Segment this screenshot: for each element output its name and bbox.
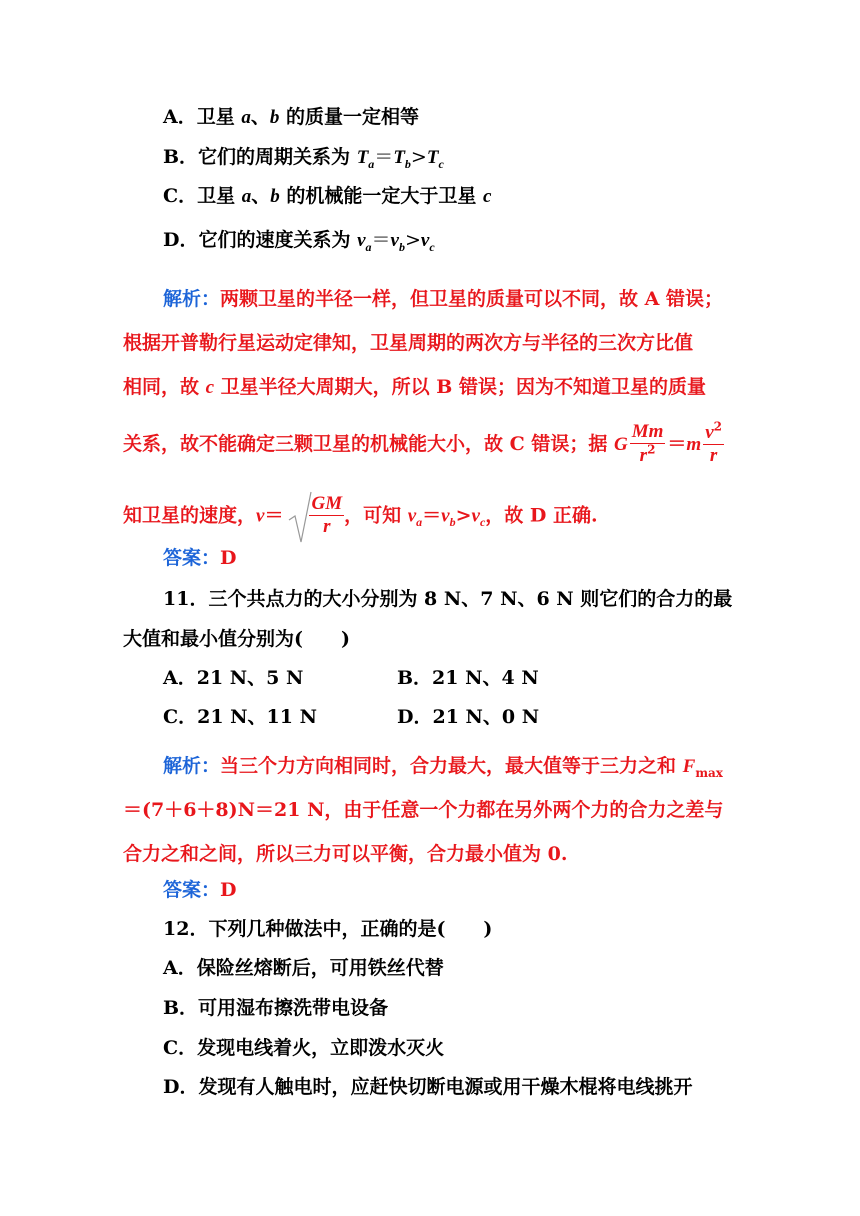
q11-option-c: C．21 N、11 N: [163, 706, 317, 728]
q12-option-c: C．发现电线着火，立即泼水灭火: [163, 1037, 445, 1059]
q10-analysis-line-1: 解析：两颗卫星的半径一样，但卫星的质量可以不同，故 A 错误；: [163, 288, 723, 310]
q10-analysis-line-5: 知卫星的速度，v＝ $\frac{GM}{r}$ ，可知 $v_a=v_b>v_c$，故 D 正确.: [123, 494, 598, 539]
q11-analysis-line-3: 合力之和之间，所以三力可以平衡，合力最小值为 0.: [123, 843, 568, 865]
q11-option-b: B．21 N、4 N: [397, 667, 539, 689]
q11-analysis-line-1: 解析：当三个力方向相同时，合力最大，最大值等于三力之和 $F_{max}$: [163, 755, 723, 780]
q10-analysis-line-3: 相同，故 c 卫星半径大周期大，所以 B 错误；因为不知道卫星的质量: [123, 376, 706, 398]
q11-analysis-line-2: ＝(7＋6＋8)N＝21 N，由于任意一个力都在另外两个力的合力之差与: [123, 799, 724, 821]
q11-option-a: A．21 N、5 N: [163, 667, 304, 689]
q11-stem-line-1: 11．三个共点力的大小分别为 8 N、7 N、6 N 则它们的合力的最: [163, 588, 733, 610]
q12-option-a: A．保险丝熔断后，可用铁丝代替: [163, 957, 444, 979]
q12-option-d: D．发现有人触电时，应赶快切断电源或用干燥木棍将电线挑开: [163, 1076, 693, 1098]
q10-option-c: C．卫星 a、b 的机械能一定大于卫星 c: [163, 185, 492, 207]
q10-option-a: A．卫星 a、b 的质量一定相等: [163, 106, 419, 128]
q10-option-b: B．它们的周期关系为 $T_a=T_b>T_c$: [163, 146, 444, 171]
q11-option-d: D．21 N、0 N: [397, 706, 540, 728]
sqrt-gm-over-r: $\frac{GM}{r}$: [309, 494, 344, 539]
q10-option-d: D．它们的速度关系为 $v_a=v_b>v_c$: [163, 229, 435, 254]
fraction-mm-over-r2: $\frac{Mm}{r^2}$: [631, 421, 664, 466]
q10-analysis-line-4: 关系，故不能确定三颗卫星的机械能大小，故 C 错误；据 G $\frac{Mm}{r^2}$ ＝m $\frac{v^2}{r}$: [123, 419, 722, 466]
q12-stem: 12．下列几种做法中，正确的是( ): [163, 918, 493, 940]
q10-analysis-line-2: 根据开普勒行星运动定律知，卫星周期的两次方与半径的三次方比值: [123, 332, 694, 354]
q10-answer: 答案：D: [163, 547, 237, 569]
fraction-v2-over-r: $\frac{v^2}{r}$: [705, 419, 722, 466]
q11-answer: 答案：D: [163, 879, 237, 901]
q12-option-b: B．可用湿布擦洗带电设备: [163, 997, 389, 1019]
q11-stem-line-2: 大值和最小值分别为( ): [123, 628, 350, 650]
